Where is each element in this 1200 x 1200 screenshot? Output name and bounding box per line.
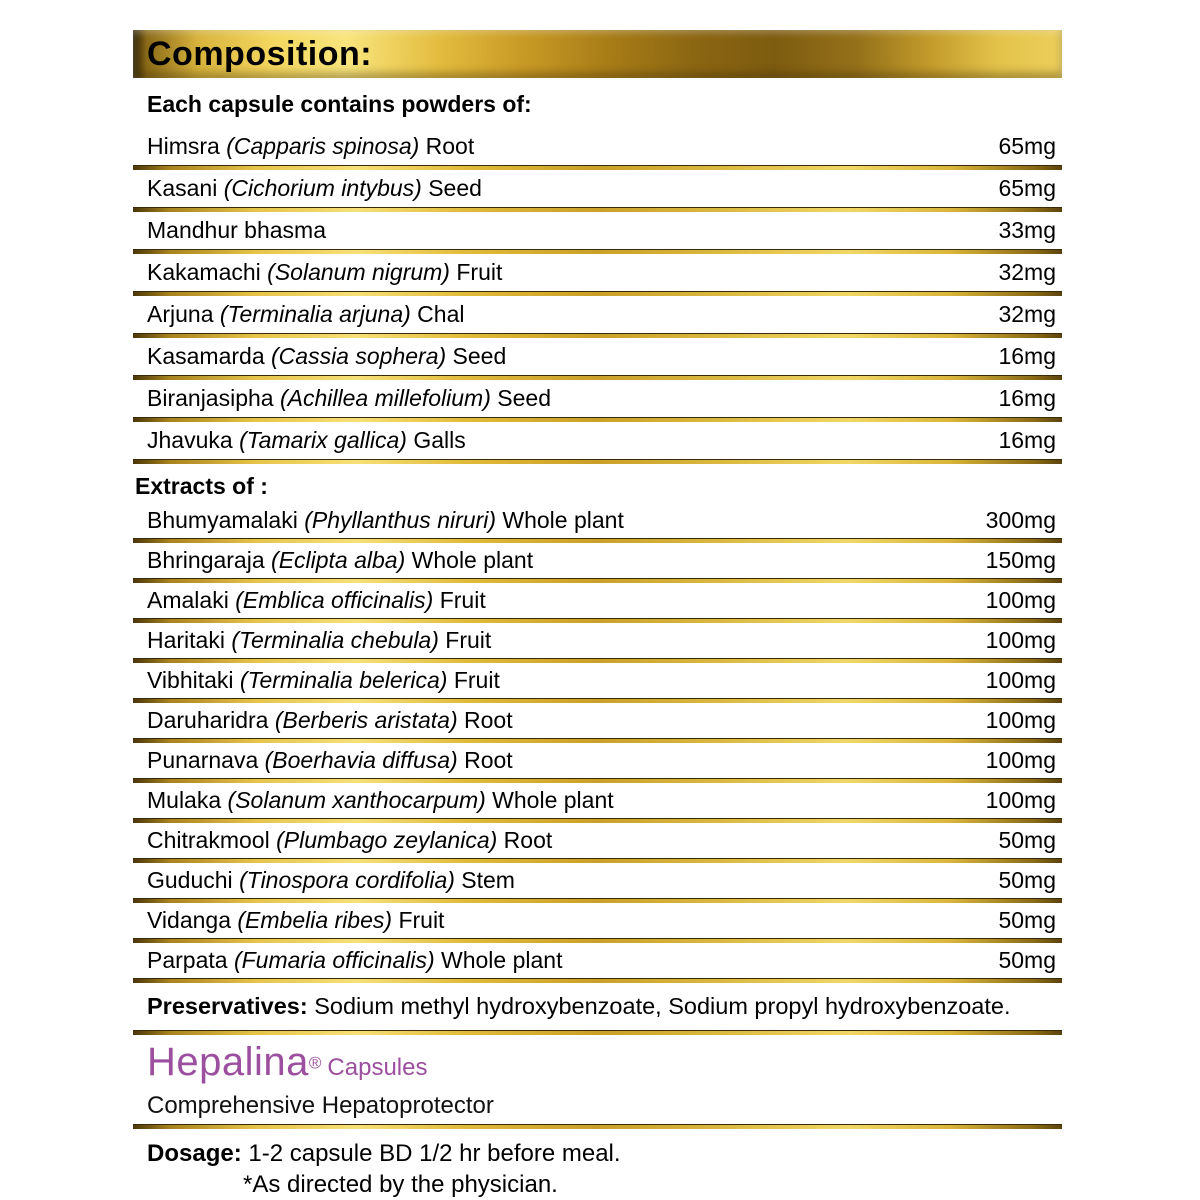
preservatives-label: Preservatives: xyxy=(147,993,308,1019)
ingredient-row xyxy=(133,663,1062,698)
dosage-block xyxy=(133,1129,1062,1200)
ingredient-name: Mandhur bhasma xyxy=(147,217,326,243)
ingredient-name: Chitrakmool (Plumbago zeylanica) Root xyxy=(147,827,553,853)
powders-heading: Each capsule contains powders of: xyxy=(147,91,532,117)
ingredient-name: Guduchi (Tinospora cordifolia) Stem xyxy=(147,867,515,893)
ingredient-name: Kasani (Cichorium intybus) Seed xyxy=(147,175,482,201)
composition-title: Composition: xyxy=(147,34,373,73)
dosage-label: Dosage: xyxy=(147,1140,242,1167)
composition-banner xyxy=(133,30,1062,78)
ingredient-amount: 150mg xyxy=(985,547,1056,573)
ingredient-name: Vibhitaki (Terminalia belerica) Fruit xyxy=(147,667,500,693)
ingredient-amount: 100mg xyxy=(985,707,1056,733)
ingredient-name: Bhumyamalaki (Phyllanthus niruri) Whole plant xyxy=(147,507,624,533)
dosage-line xyxy=(147,1138,1062,1169)
ingredient-row xyxy=(133,703,1062,738)
brand-product-type: Capsules xyxy=(327,1054,428,1081)
ingredient-row xyxy=(133,422,1062,459)
brand-name-line xyxy=(147,1041,1062,1092)
ingredient-name: Kakamachi (Solanum nigrum) Fruit xyxy=(147,259,503,285)
dosage-text: 1-2 capsule BD 1/2 hr before meal. xyxy=(248,1140,621,1167)
ingredient-amount: 16mg xyxy=(998,427,1056,453)
ingredient-amount: 50mg xyxy=(998,827,1056,853)
ingredient-name: Himsra (Capparis spinosa) Root xyxy=(147,133,475,159)
ingredient-row xyxy=(133,863,1062,898)
ingredient-row xyxy=(133,338,1062,375)
ingredient-amount: 16mg xyxy=(998,385,1056,411)
ingredient-name: Vidanga (Embelia ribes) Fruit xyxy=(147,907,445,933)
ingredient-amount: 32mg xyxy=(998,259,1056,285)
ingredient-row xyxy=(133,254,1062,291)
powders-list xyxy=(133,128,1062,464)
ingredient-amount: 65mg xyxy=(998,175,1056,201)
ingredient-amount: 50mg xyxy=(998,867,1056,893)
ingredient-name: Amalaki (Emblica officinalis) Fruit xyxy=(147,587,486,613)
ingredient-amount: 33mg xyxy=(998,217,1056,243)
ingredient-name: Daruharidra (Berberis aristata) Root xyxy=(147,707,513,733)
ingredient-row xyxy=(133,943,1062,978)
ingredient-amount: 100mg xyxy=(985,627,1056,653)
ingredient-row xyxy=(133,212,1062,249)
dosage-note: *As directed by the physician. xyxy=(243,1171,558,1198)
ingredient-amount: 300mg xyxy=(985,507,1056,533)
ingredient-amount: 50mg xyxy=(998,947,1056,973)
ingredient-amount: 32mg xyxy=(998,301,1056,327)
ingredient-amount: 100mg xyxy=(985,787,1056,813)
ingredient-name: Biranjasipha (Achillea millefolium) Seed xyxy=(147,385,551,411)
ingredient-name: Punarnava (Boerhavia diffusa) Root xyxy=(147,747,513,773)
preservatives-text: Sodium methyl hydroxybenzoate, Sodium propyl hydroxybenzoate. xyxy=(314,993,1011,1019)
brand-tagline: Comprehensive Hepatoprotector xyxy=(147,1092,494,1119)
ingredient-row xyxy=(133,128,1062,165)
ingredient-amount: 65mg xyxy=(998,133,1056,159)
extracts-heading: Extracts of : xyxy=(135,473,268,499)
ingredient-row xyxy=(133,543,1062,578)
ingredient-row xyxy=(133,170,1062,207)
ingredient-amount: 100mg xyxy=(985,667,1056,693)
registered-trademark-symbol: ® xyxy=(308,1053,322,1073)
ingredient-row xyxy=(133,823,1062,858)
ingredient-amount: 100mg xyxy=(985,747,1056,773)
ingredient-name: Kasamarda (Cassia sophera) Seed xyxy=(147,343,507,369)
ingredient-name: Arjuna (Terminalia arjuna) Chal xyxy=(147,301,465,327)
preservatives-line xyxy=(133,983,1062,1030)
ingredient-row xyxy=(133,583,1062,618)
extracts-list xyxy=(133,503,1062,983)
ingredient-row xyxy=(133,380,1062,417)
ingredient-name: Mulaka (Solanum xanthocarpum) Whole plant xyxy=(147,787,614,813)
ingredient-name: Parpata (Fumaria officinalis) Whole plant xyxy=(147,947,563,973)
ingredient-name: Jhavuka (Tamarix gallica) Galls xyxy=(147,427,466,453)
ingredient-row xyxy=(133,623,1062,658)
divider xyxy=(133,459,1062,464)
ingredient-amount: 100mg xyxy=(985,587,1056,613)
ingredient-name: Haritaki (Terminalia chebula) Fruit xyxy=(147,627,492,653)
ingredient-row xyxy=(133,903,1062,938)
ingredient-row xyxy=(133,503,1062,538)
ingredient-row xyxy=(133,743,1062,778)
ingredient-amount: 50mg xyxy=(998,907,1056,933)
ingredient-amount: 16mg xyxy=(998,343,1056,369)
brand-block xyxy=(133,1035,1062,1124)
ingredient-row xyxy=(133,296,1062,333)
ingredient-row xyxy=(133,783,1062,818)
ingredient-name: Bhringaraja (Eclipta alba) Whole plant xyxy=(147,547,534,573)
brand-name: Hepalina xyxy=(147,1040,309,1084)
composition-label xyxy=(133,30,1062,1200)
